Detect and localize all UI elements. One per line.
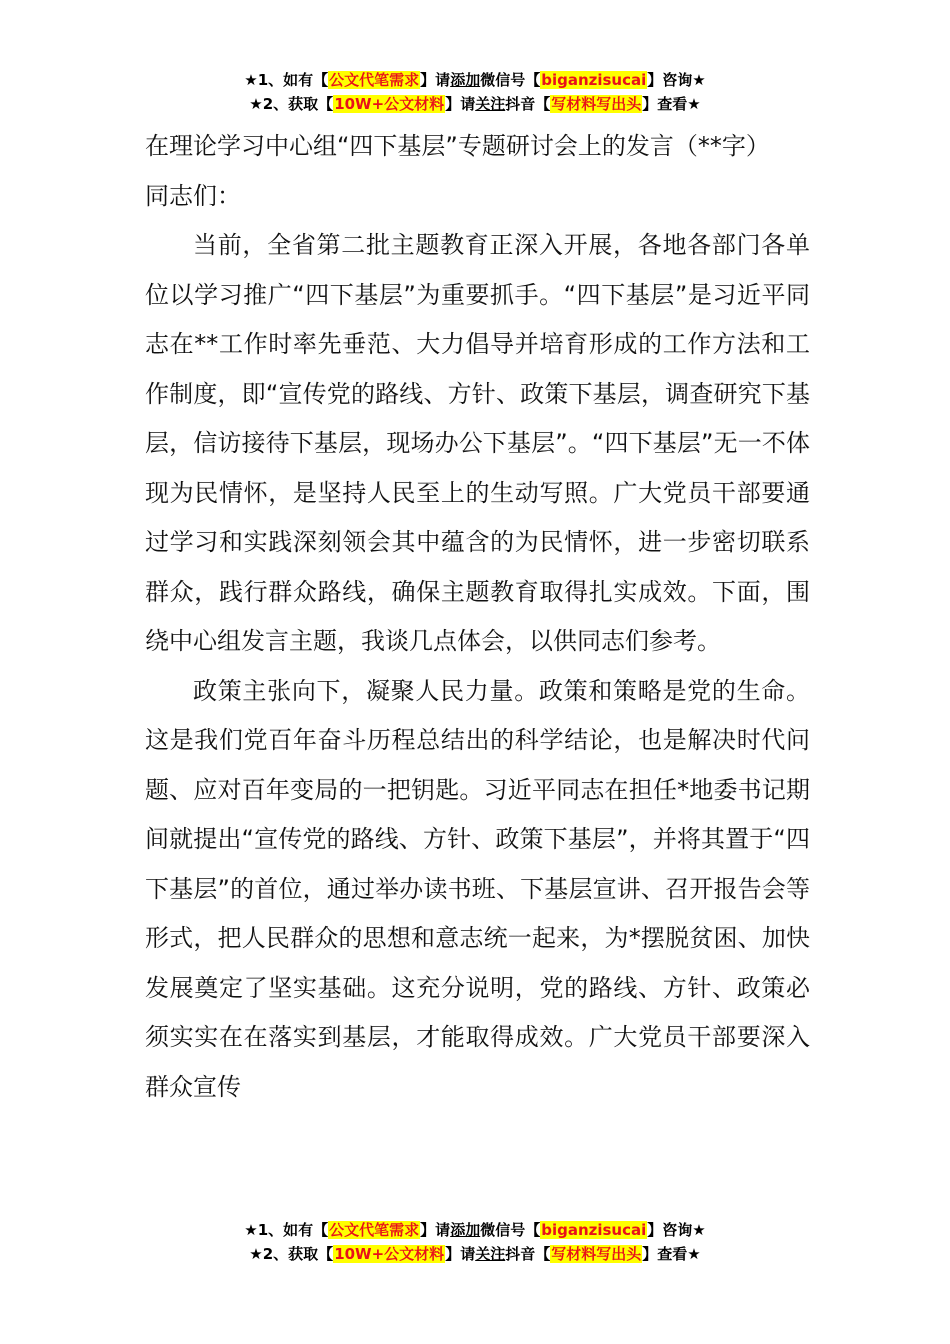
banner-text: 】请 xyxy=(420,1221,451,1239)
banner-line-1 xyxy=(0,68,950,92)
underlined-text: 关注 xyxy=(475,95,506,113)
highlight-service: 公文代笔需求 xyxy=(329,1221,420,1239)
paragraph: 政策主张向下，凝聚人民力量。政策和策略是党的生命。这是我们党百年奋斗历程总结出的科学结论，也是解决时代问题、应对百年变局的一把钥匙。习近平同志在担任*地委书记期间就提出“宣传党的路线、方针、政策下基层”，并将其置于“四下基层”的首位，通过举办读书班、下基层宣讲、召开报告会等形式，把人民群众的思想和意志统一起来，为*摆脱贫困、加快发展奠定了坚实基础。这充分说明，党的路线、方针、政策必须实实在在落实到基层，才能取得成效。广大党员干部要深入群众宣传 xyxy=(145,676,810,1101)
banner-text: 抖音【 xyxy=(505,95,551,113)
document-title: 在理论学习中心组“四下基层”专题研讨会上的发言（**字） xyxy=(145,132,770,160)
banner-text: 】请 xyxy=(445,1245,476,1263)
paragraph: 当前，全省第二批主题教育正深入开展，各地各部门各单位以学习推广“四下基层”为重要抓手。“四下基层”是习近平同志在**工作时率先垂范、大力倡导并培育形成的工作方法和工作制度，即“宣传党的路线、方针、政策下基层，调查研究下基层，信访接待下基层，现场办公下基层”。“四下基层”无一不体现为民情怀，是坚持人民至上的生动写照。广大党员干部要通过学习和实践深刻领会其中蕴含的为民情怀，进一步密切联系群众，践行群众路线，确保主题教育取得扎实成效。下面，围绕中心组发言主题，我谈几点体会，以供同志们参考。 xyxy=(145,231,810,655)
header-banner xyxy=(0,68,950,116)
highlight-douyin: 写材料写出头 xyxy=(551,95,642,113)
footer-banner xyxy=(0,1218,950,1266)
banner-text: 1、如有【 xyxy=(257,1221,329,1239)
banner-line-2 xyxy=(0,1242,950,1266)
salutation: 同志们： xyxy=(145,181,241,210)
highlight-service: 公文代笔需求 xyxy=(329,71,420,89)
banner-text: 1、如有【 xyxy=(257,71,329,89)
banner-text: 】查看★ xyxy=(642,1245,701,1263)
banner-text: 2、获取【 xyxy=(262,1245,334,1263)
banner-text: 】请 xyxy=(420,71,451,89)
banner-text: 】查看★ xyxy=(642,95,701,113)
banner-text: 】请 xyxy=(445,95,476,113)
highlight-douyin: 写材料写出头 xyxy=(551,1245,642,1263)
highlight-wechat-id: biganzisucai xyxy=(541,1221,647,1239)
banner-text: 】咨询★ xyxy=(647,71,706,89)
banner-text: 微信号【 xyxy=(480,71,541,89)
banner-line-1 xyxy=(0,1218,950,1242)
banner-text: 】咨询★ xyxy=(647,1221,706,1239)
banner-text: 抖音【 xyxy=(505,1245,551,1263)
banner-line-2 xyxy=(0,92,950,116)
star-icon: ★ xyxy=(244,71,258,89)
banner-text: 2、获取【 xyxy=(262,95,334,113)
highlight-wechat-id: biganzisucai xyxy=(541,71,647,89)
highlight-materials: 10W+公文材料 xyxy=(334,1245,445,1263)
banner-text: 微信号【 xyxy=(480,1221,541,1239)
underlined-text: 关注 xyxy=(475,1245,506,1263)
underlined-text: 添加 xyxy=(450,1221,481,1239)
document-body xyxy=(145,122,810,1112)
star-icon: ★ xyxy=(244,1221,258,1239)
star-icon: ★ xyxy=(249,1245,263,1263)
star-icon: ★ xyxy=(249,95,263,113)
underlined-text: 添加 xyxy=(450,71,481,89)
highlight-materials: 10W+公文材料 xyxy=(334,95,445,113)
